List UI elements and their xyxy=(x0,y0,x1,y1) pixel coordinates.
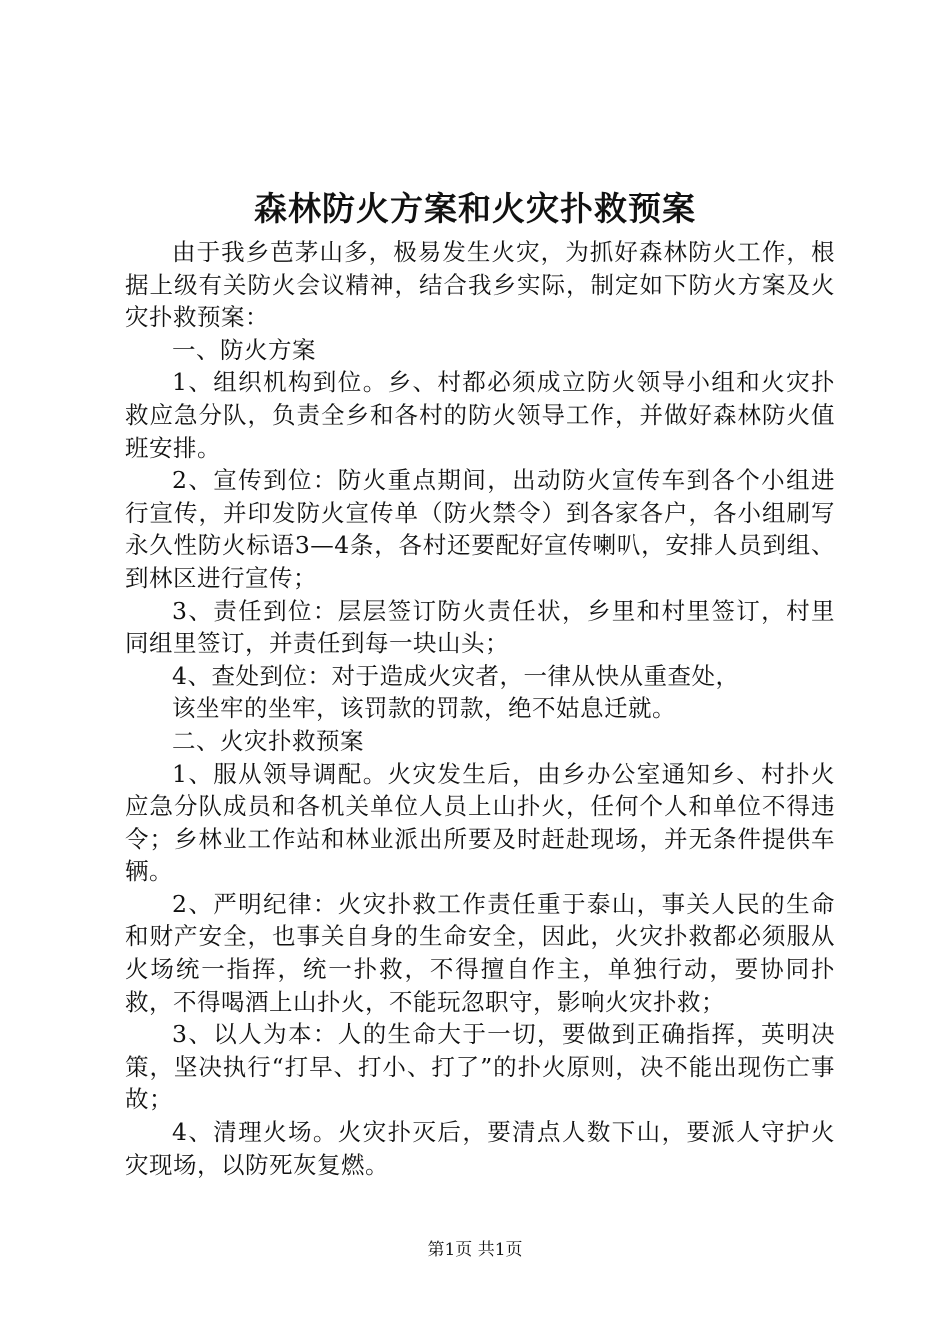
paragraph-investigation-cont: 该坐牢的坐牢，该罚款的罚款，绝不姑息迁就。 xyxy=(172,694,676,723)
paragraph-intro: 由于我乡芭茅山多，极易发生火灾，为抓好森林防火工作，根据上级有关防火会议精神，结合我乡实际，制定如下防火方案及火灾扑救预案： xyxy=(125,238,835,332)
paragraph-command: 1、服从领导调配。火灾发生后，由乡办公室通知乡、村扑火应急分队成员和各机关单位人员上山扑火，任何个人和单位不得违令；乡林业工作站和林业派出所要及时赶赴现场，并无条件提供车辆。 xyxy=(125,759,835,886)
document-body xyxy=(125,236,835,1181)
section-heading-firefighting: 二、火灾扑救预案 xyxy=(172,726,364,755)
paragraph-cleanup: 4、清理火场。火灾扑灭后，要清点人数下山，要派人守护火灾现场，以防死灰复燃。 xyxy=(125,1118,835,1179)
paragraph-organization: 1、组织机构到位。乡、村都必须成立防火领导小组和火灾扑救应急分队，负责全乡和各村的防火领导工作，并做好森林防火值班安排。 xyxy=(125,368,835,462)
section-heading-fire-prevention: 一、防火方案 xyxy=(172,335,316,364)
paragraph-investigation: 4、查处到位：对于造成火灾者，一律从快从重查处， xyxy=(172,661,740,690)
paragraph-people-first: 3、以人为本：人的生命大于一切，要做到正确指挥，英明决策，坚决执行“打早、打小、打了”的扑火原则，决不能出现伤亡事故； xyxy=(125,1020,835,1114)
page-footer: 第1页 共1页 xyxy=(427,1240,523,1260)
paragraph-discipline: 2、严明纪律：火灾扑救工作责任重于泰山，事关人民的生命和财产安全，也事关自身的生命安全，因此，火灾扑救都必须服从火场统一指挥，统一扑救，不得擅自作主，单独行动，要协同扑救，不得喝酒上山扑火，不能玩忽职守，影响火灾扑救； xyxy=(125,889,835,1016)
paragraph-publicity: 2、宣传到位：防火重点期间，出动防火宣传车到各个小组进行宣传，并印发防火宣传单（防火禁令）到各家各户，各小组刷写永久性防火标语3—4条，各村还要配好宣传喇叭，安排人员到组、到林区进行宣传； xyxy=(125,466,835,592)
document-title: 森林防火方案和火灾扑救预案 xyxy=(254,189,696,228)
paragraph-responsibility: 3、责任到位：层层签订防火责任状，乡里和村里签订，村里同组里签订，并责任到每一块山头； xyxy=(125,596,835,658)
